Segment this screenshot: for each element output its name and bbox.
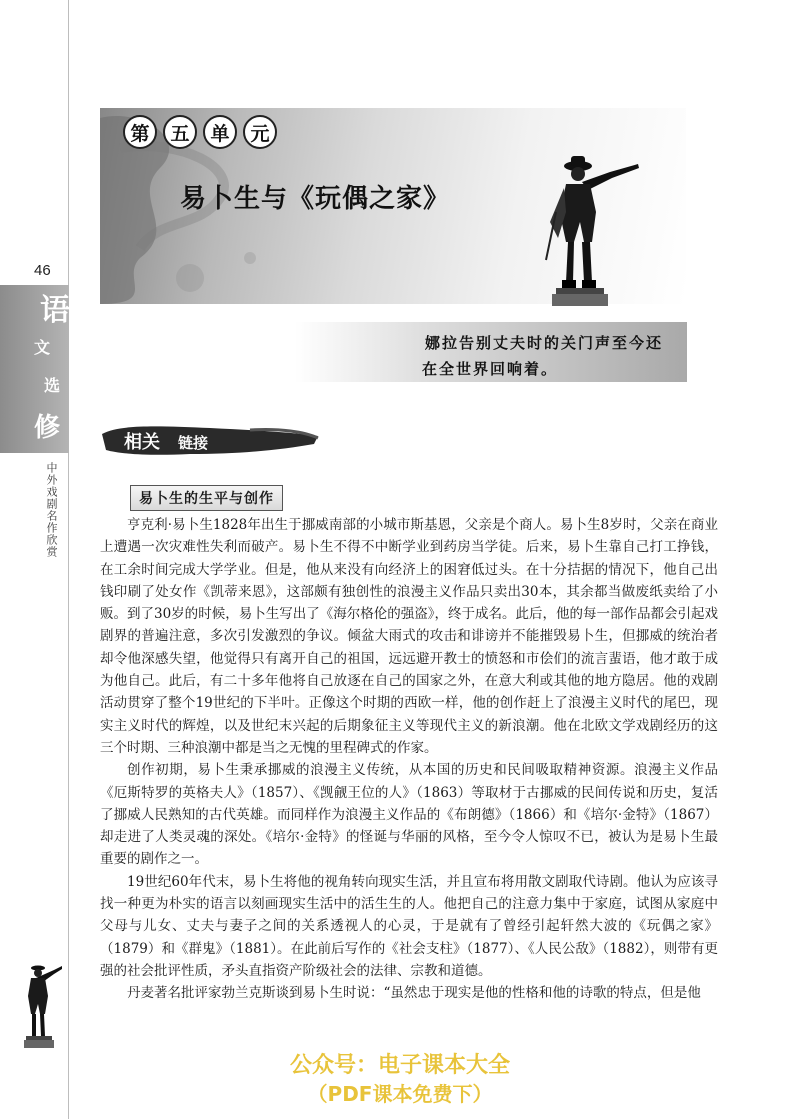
unit-char: 五 — [163, 115, 197, 149]
paragraph: 亨克利·易卜生1828年出生于挪威南部的小城市斯基恩，父亲是个商人。易卜生8岁时，父亲在商业上遭遇一次灾难性失利而破产。易卜生不得不中断学业到药房当学徒。后来，易卜生靠自己打工挣钱，在工余时间完成大学学业。但是，他从来没有向经济上的困窘低过头。在十分拮据的情况下，他自己出钱印刷了处女作《凯蒂来恩》，这部颇有独创性的浪漫主义作品只卖出30本，其余都当做废纸卖给了小贩。到了30岁的时候，易卜生写出了《海尔格伦的强盗》，终于成名。此后，他的每一部作品都会引起戏剧界的普遍注意，多次引发激烈的争议。倾盆大雨式的攻击和诽谤并不能摧毁易卜生，但挪威的统治者却令他深感失望，他觉得只有离开自己的祖国，远远避开教士的愤怒和市侩们的流言蜚语，他才敢于成为他自己。此后，有二十多年他将自己放逐在自己的国家之外，在意大利或其他的地方隐居。他的戏剧活动贯穿了整个19世纪的下半叶。正像这个时期的西欧一样，他的创作赶上了浪漫主义时代的尾巴，现实主义时代的辉煌，以及世纪末兴起的后期象征主义等现代主义的新浪潮。他在北欧文学戏剧经历的这三个时期、三种浪潮中都是当之无愧的里程碑式的作家。 — [100, 517, 718, 756]
margin-rule — [68, 0, 69, 1119]
quote-line-1: 娜拉告别丈夫时的关门声至今还 — [425, 334, 664, 352]
book-series-vertical: 中外戏剧名作欣赏 — [45, 462, 58, 558]
statue-figure-image — [540, 142, 640, 312]
unit-char: 单 — [203, 115, 237, 149]
side-tab-char: 语 — [40, 293, 70, 328]
small-statue-image — [24, 960, 64, 1052]
side-tab-char: 选 — [44, 376, 61, 395]
paragraph: 创作初期，易卜生秉承挪威的浪漫主义传统，从本国的历史和民间吸取精神资源。浪漫主义作品《厄斯特罗的英格夫人》（1857）、《觊觎王位的人》（1863）等取材于古挪威的民间传说和历史，复活了挪威人民熟知的古代英雄。而同样作为浪漫主义作品的《布朗德》（1866）和《培尔·金特》（1867）却走进了人类灵魂的深处。《培尔·金特》的怪诞与华丽的风格，至今令人惊叹不已，被认为是易卜生最重要的剧作之一。 — [100, 762, 718, 868]
related-links-label-1: 相关 — [124, 432, 160, 453]
article-body — [100, 514, 718, 1005]
side-tab — [0, 285, 69, 453]
unit-char: 元 — [243, 115, 277, 149]
unit-label — [123, 115, 277, 149]
related-links-header — [100, 420, 320, 460]
paragraph: 19世纪60年代末，易卜生将他的视角转向现实生活，并且宣布将用散文剧取代诗剧。他认为应该寻找一种更为朴实的语言以刻画现实生活中的活生生的人。他把自己的注意力集中于家庭，试图从家庭中父母与儿女、丈夫与妻子之间的关系透视人的心灵，于是就有了曾经引起轩然大波的《玩偶之家》（1879）和《群鬼》（1881）。在此前后写作的《社会支柱》（1877）、《人民公敌》（1882），则带有更强的社会批评性质，矛头直指资产阶级社会的法律、宗教和道德。 — [100, 873, 718, 979]
paragraph: 丹麦著名批评家勃兰克斯谈到易卜生时说：“虽然忠于现实是他的性格和他的诗歌的特点，但是他 — [127, 985, 701, 1002]
watermark-line-2: （PDF课本免费下） — [307, 1082, 493, 1106]
page-number: 46 — [34, 262, 51, 279]
unit-char: 第 — [123, 115, 157, 149]
section-title: 易卜生的生平与创作 — [130, 485, 283, 511]
related-links-label-2: 链接 — [178, 434, 209, 452]
side-tab-char: 文 — [34, 338, 51, 357]
side-tab-char: 修 — [34, 413, 61, 443]
quote-line-2: 在全世界回响着。 — [422, 360, 559, 378]
lesson-title: 易卜生与《玩偶之家》 — [180, 184, 451, 214]
watermark-line-1: 公众号：电子课本大全 — [289, 1053, 510, 1078]
